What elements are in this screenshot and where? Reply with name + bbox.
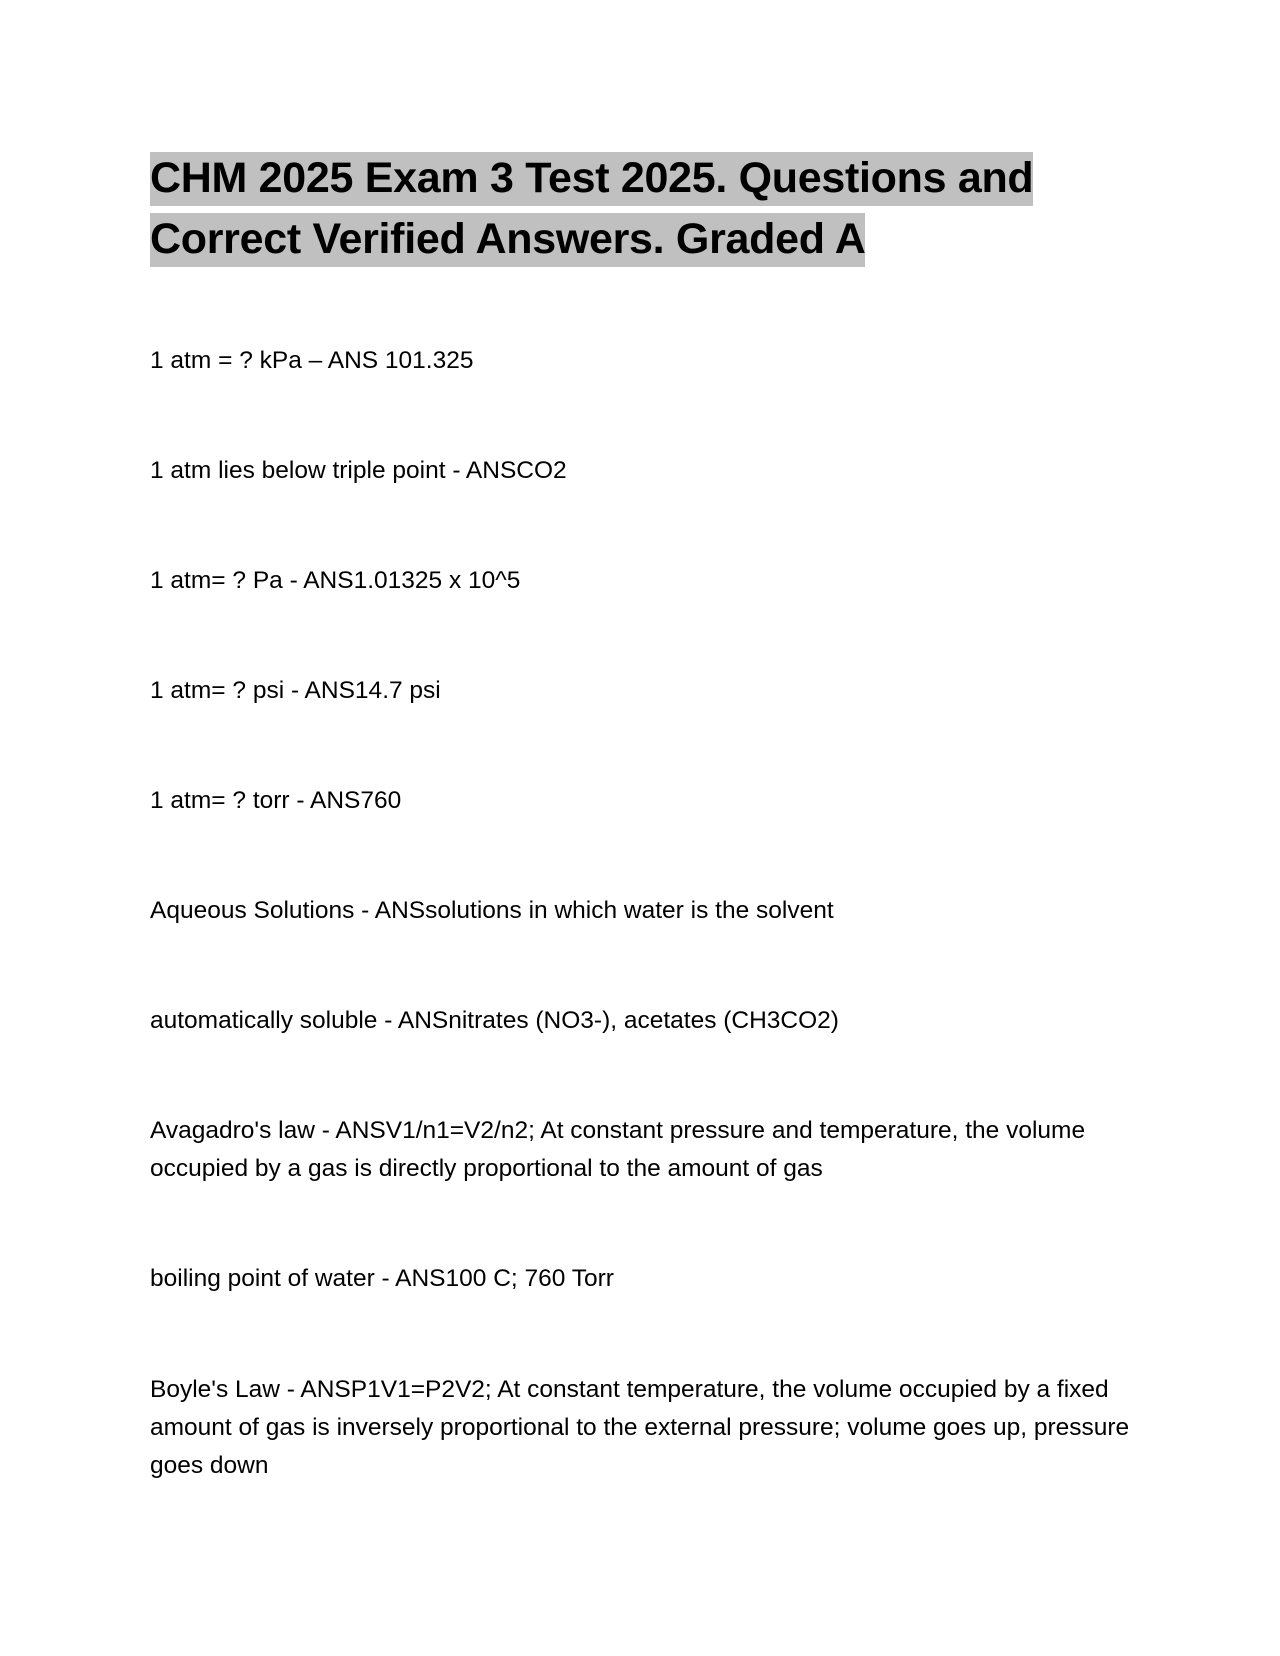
qa-item: Avagadro's law - ANSV1/n1=V2/n2; At constant pressure and temperature, the volume occupied by a gas is directly proportional to the amount of gas — [150, 1117, 1086, 1182]
qa-item: boiling point of water - ANS100 C; 760 Torr — [150, 1265, 614, 1292]
qa-item: 1 atm = ? kPa – ANS 101.325 — [150, 347, 474, 374]
qa-item: Boyle's Law - ANSP1V1=P2V2; At constant temperature, the volume occupied by a fixed amount of gas is inversely proportional to the external pressure; volume goes up, pressure goes down — [150, 1376, 1130, 1479]
title-highlight: CHM 2025 Exam 3 Test 2025. Questions and Correct Verified Answers. Graded A — [150, 152, 1033, 267]
qa-item: 1 atm= ? psi - ANS14.7 psi — [150, 677, 441, 704]
qa-item: 1 atm lies below triple point - ANSCO2 — [150, 457, 567, 484]
qa-item: 1 atm= ? torr - ANS760 — [150, 787, 402, 814]
document-title — [150, 148, 1100, 270]
qa-item: Aqueous Solutions - ANSsolutions in which water is the solvent — [150, 897, 834, 924]
qa-item: automatically soluble - ANSnitrates (NO3-), acetates (CH3CO2) — [150, 1007, 839, 1034]
qa-item: 1 atm= ? Pa - ANS1.01325 x 10^5 — [150, 567, 521, 594]
